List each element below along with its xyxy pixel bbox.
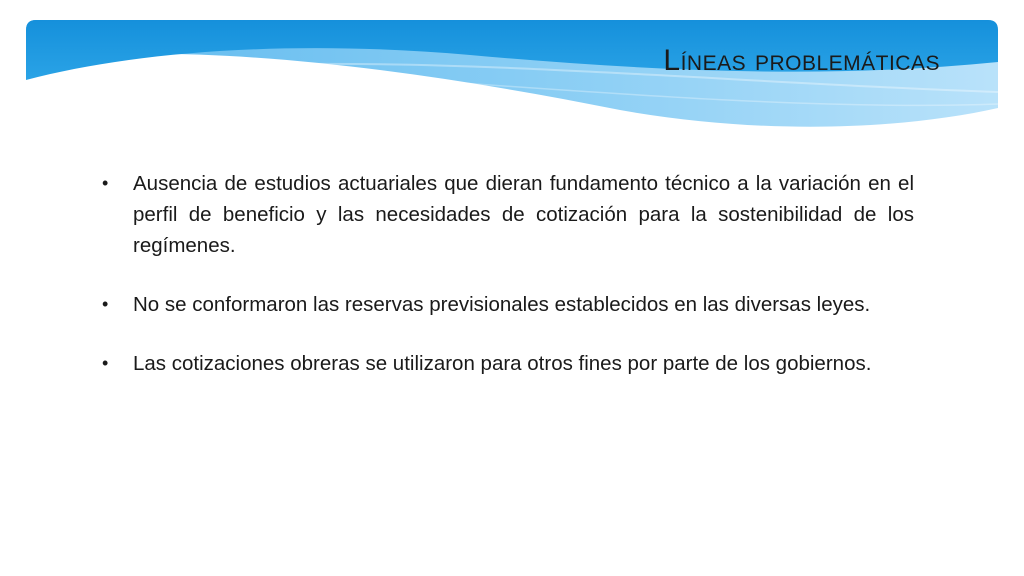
list-item xyxy=(102,289,914,320)
bullet-text: No se conformaron las reservas previsionales establecidos en las diversas leyes. xyxy=(133,293,871,316)
list-item xyxy=(102,168,914,261)
bullet-icon: • xyxy=(102,173,109,193)
bullet-text: Las cotizaciones obreras se utilizaron para otros fines por parte de los gobiernos. xyxy=(133,352,872,375)
bullet-icon: • xyxy=(102,353,109,373)
bullet-list xyxy=(102,168,914,407)
slide-title: Líneas problemáticas xyxy=(663,44,940,77)
list-item xyxy=(102,348,914,379)
bullet-text: Ausencia de estudios actuariales que dieran fundamento técnico a la variación en el perfil de beneficio y las necesidades de cotización para la sostenibilidad de los regímenes. xyxy=(133,172,914,257)
bullet-icon: • xyxy=(102,294,109,314)
